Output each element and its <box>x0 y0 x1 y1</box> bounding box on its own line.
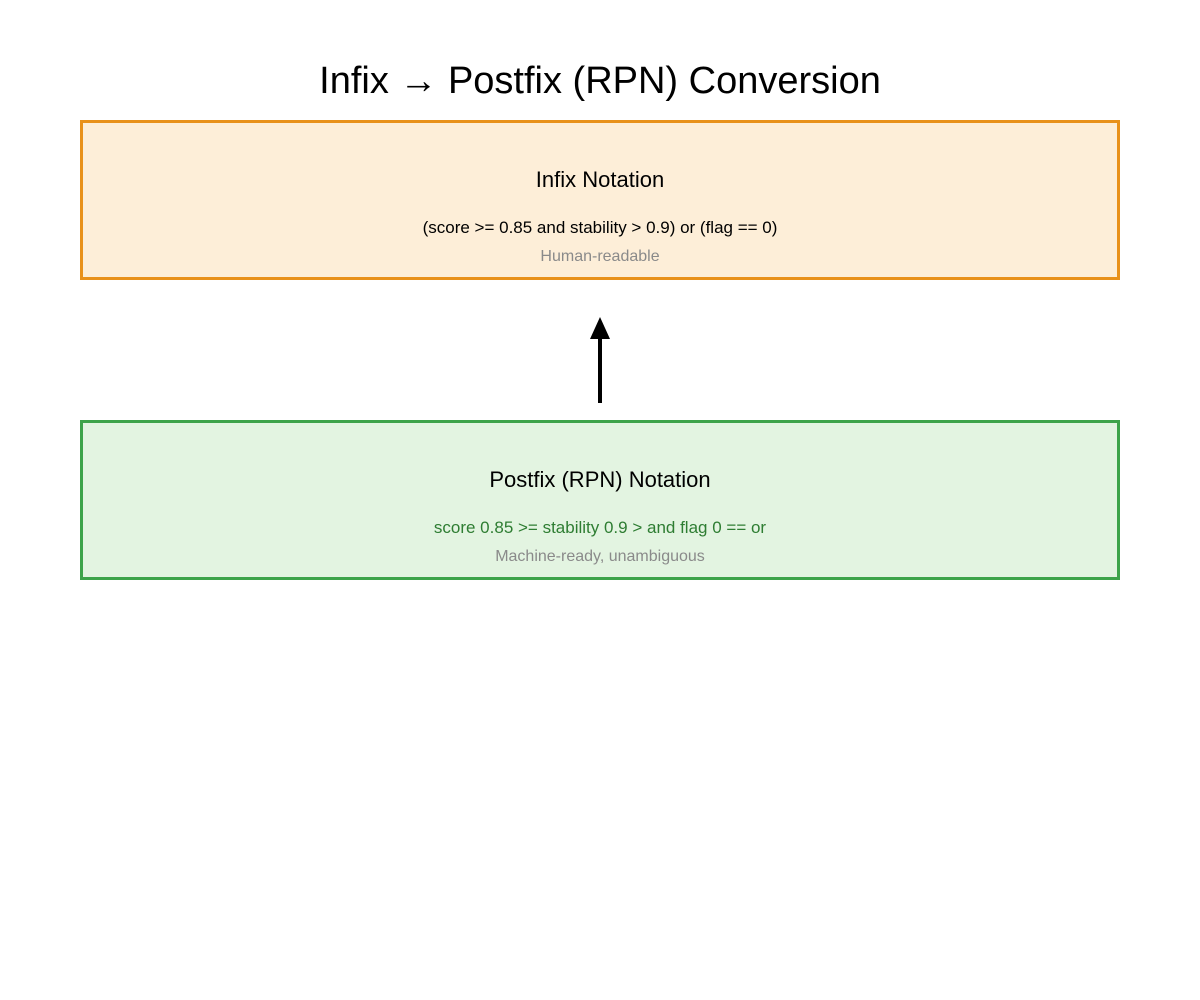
infix-note: Human-readable <box>540 248 660 265</box>
up-arrow-icon <box>570 315 630 405</box>
postfix-note: Machine-ready, unambiguous <box>495 548 705 565</box>
infix-notation-panel <box>80 120 1120 280</box>
postfix-panel-heading: Postfix (RPN) Notation <box>489 467 711 492</box>
infix-panel-heading: Infix Notation <box>535 167 665 192</box>
postfix-expression: score 0.85 >= stability 0.9 > and flag 0 == or <box>433 518 767 537</box>
postfix-notation-panel <box>80 420 1120 580</box>
page-title: Infix → Postfix (RPN) Conversion <box>319 60 881 103</box>
infix-expression: (score >= 0.85 and stability > 0.9) or (flag == 0) <box>422 218 778 237</box>
